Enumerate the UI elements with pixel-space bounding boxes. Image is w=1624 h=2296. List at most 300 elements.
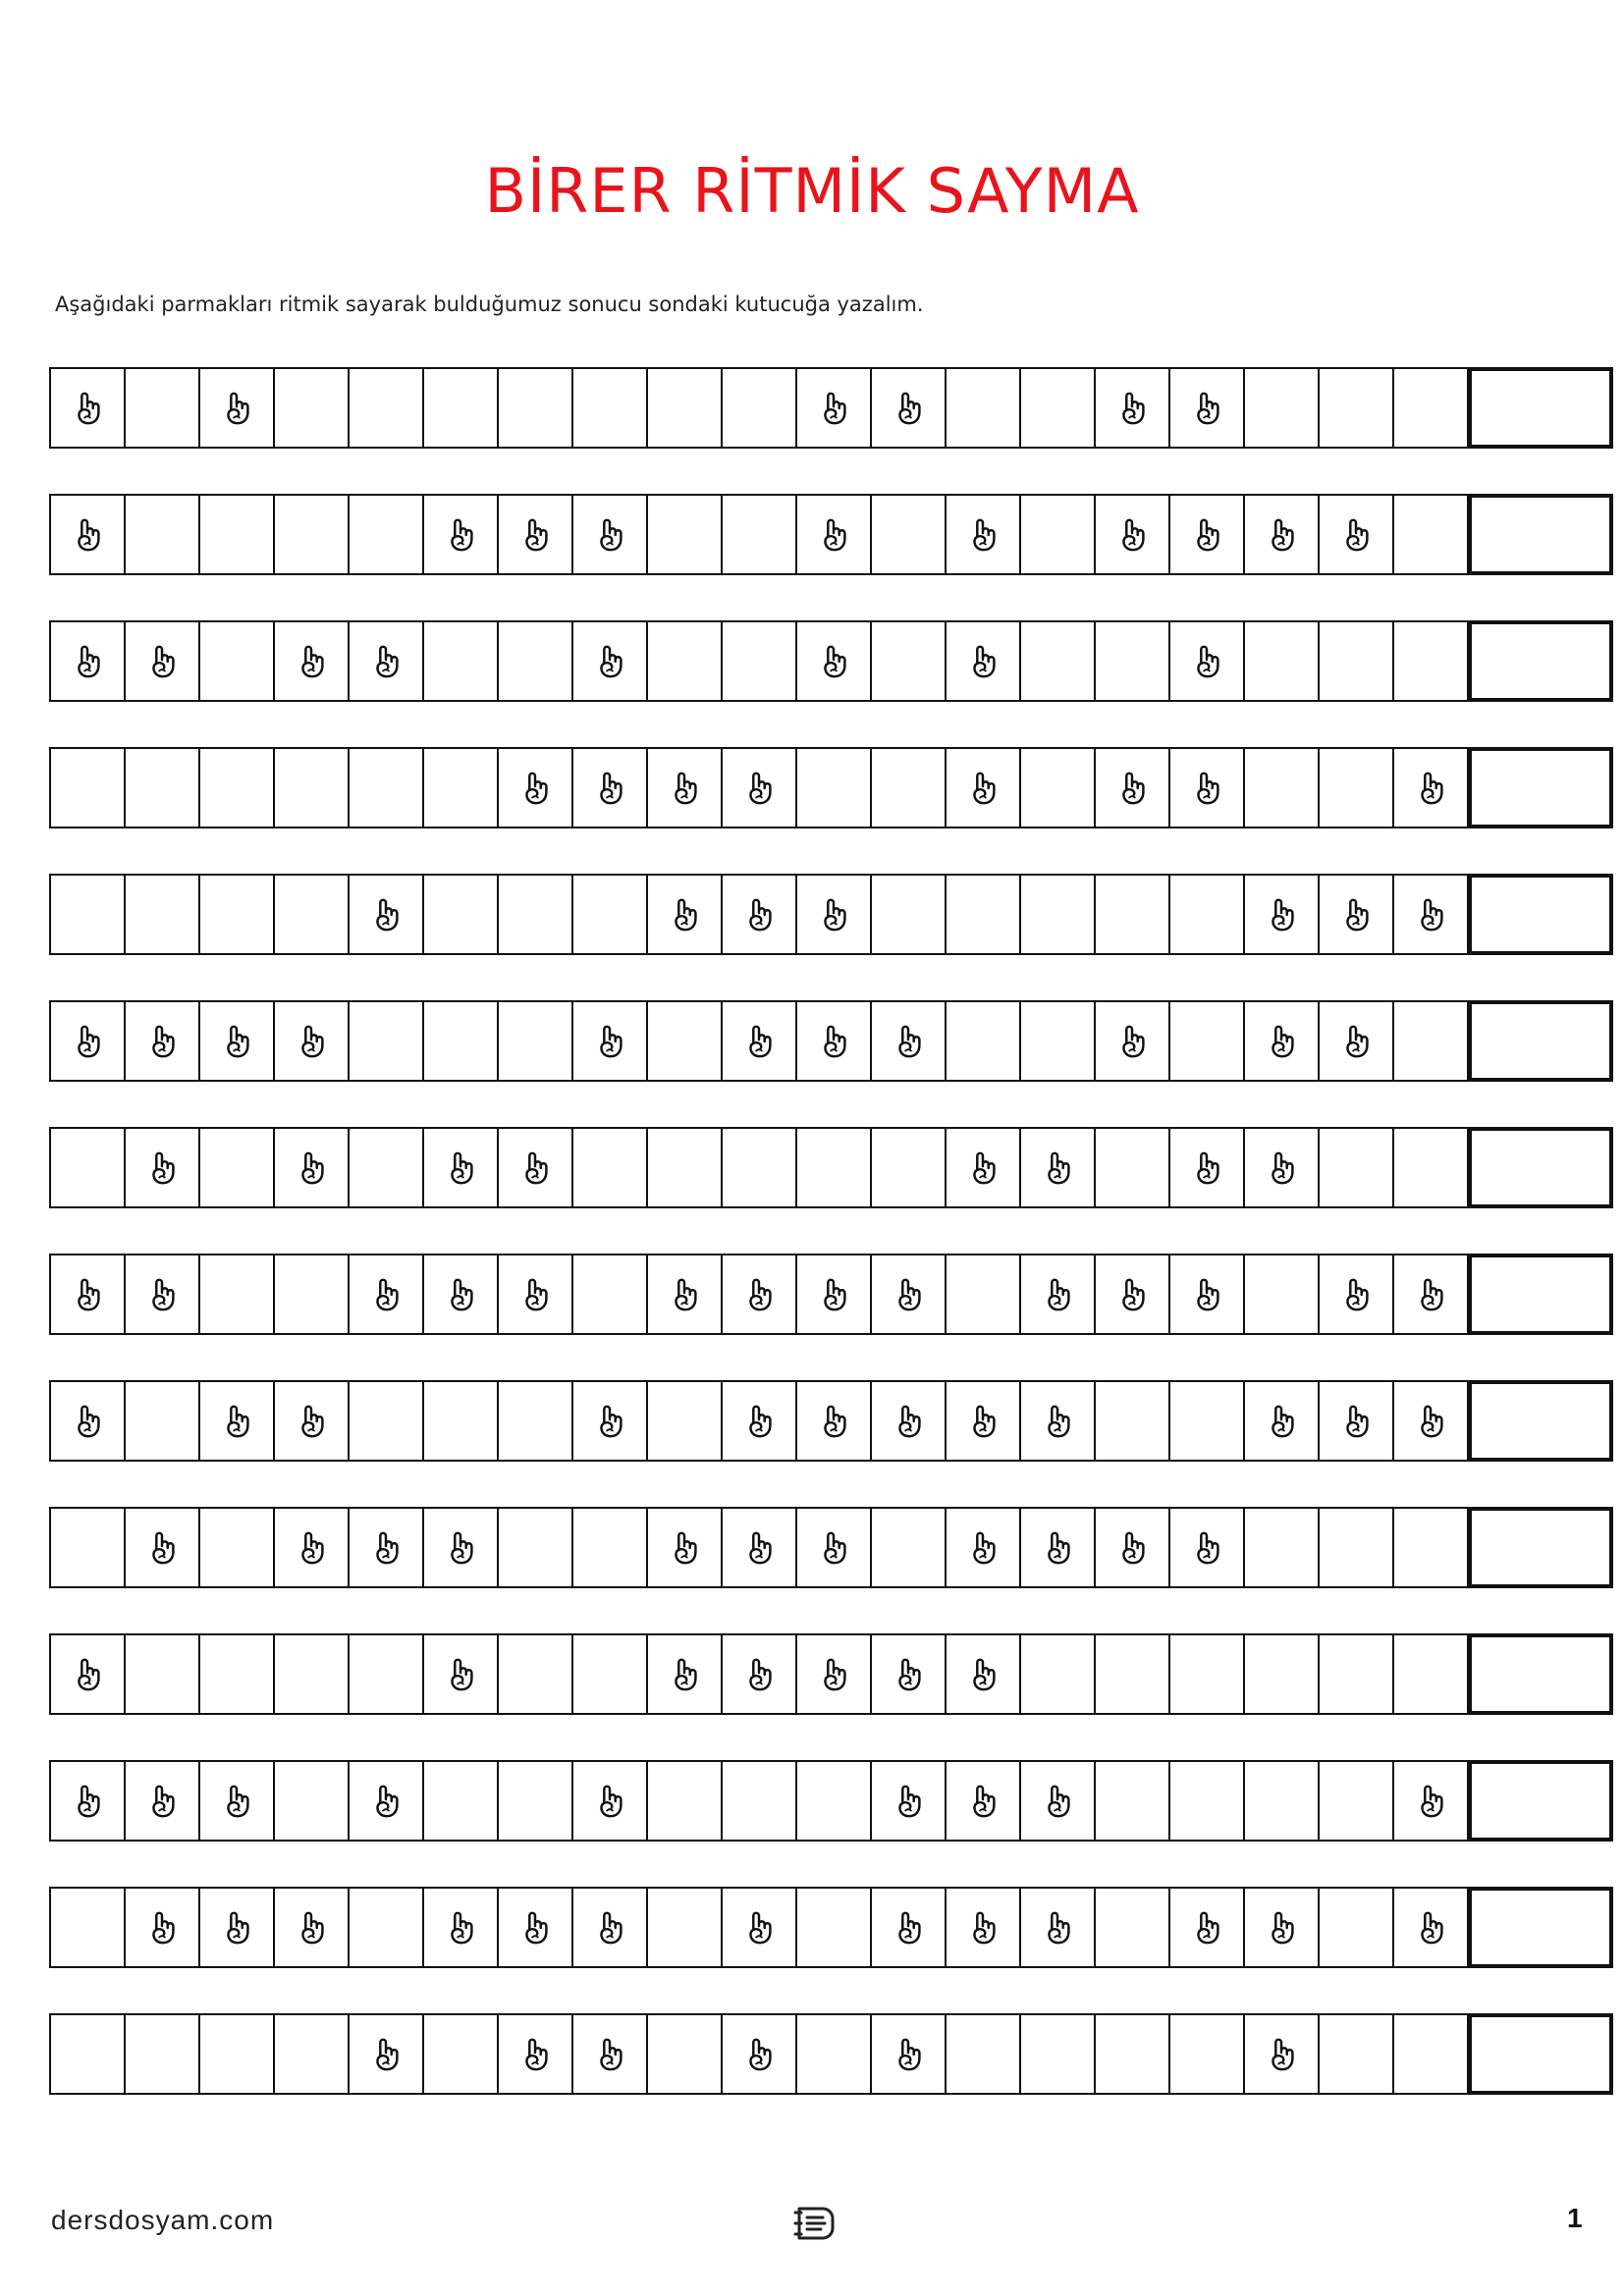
grid-cell: [870, 1887, 945, 1968]
page-number: 1: [1567, 2203, 1583, 2233]
pointing-finger-icon: [218, 1909, 255, 1947]
grid-cell: [1168, 1507, 1243, 1588]
grid-cell: [721, 2013, 795, 2095]
pointing-finger-icon: [442, 1909, 479, 1947]
grid-cell: [198, 1254, 273, 1335]
pointing-finger-icon: [293, 1529, 330, 1567]
grid-cell: [1392, 874, 1469, 955]
grid-cell: [1094, 874, 1168, 955]
grid-cell: [422, 494, 497, 575]
grid-cell: [646, 1760, 721, 1842]
counting-row: [49, 1633, 1613, 1715]
grid-cell: [49, 1000, 124, 1082]
grid-cell: [1243, 1633, 1318, 1715]
grid-cell: [721, 1254, 795, 1335]
grid-cell: [198, 2013, 273, 2095]
grid-cell: [795, 1507, 870, 1588]
grid-cell: [1168, 1887, 1243, 1968]
pointing-finger-icon: [591, 643, 628, 680]
grid-cell: [945, 874, 1019, 955]
grid-cell: [1168, 620, 1243, 702]
grid-cell: [1168, 874, 1243, 955]
grid-cell: [571, 1127, 646, 1208]
pointing-finger-icon: [890, 1023, 927, 1060]
pointing-finger-icon: [69, 1023, 106, 1060]
grid-cell: [1243, 1760, 1318, 1842]
pointing-finger-icon: [516, 2036, 554, 2073]
grid-cell: [1318, 1633, 1392, 1715]
grid-cell: [1168, 1633, 1243, 1715]
answer-box[interactable]: [1468, 367, 1613, 449]
pointing-finger-icon: [516, 1149, 554, 1187]
counting-grid: [49, 367, 1613, 2140]
grid-cell: [124, 1380, 198, 1462]
grid-cell: [348, 1507, 422, 1588]
answer-box[interactable]: [1468, 2013, 1613, 2095]
pointing-finger-icon: [143, 643, 181, 680]
grid-cell: [1019, 620, 1094, 702]
pointing-finger-icon: [1263, 1403, 1300, 1440]
grid-cell: [870, 1760, 945, 1842]
grid-cell: [348, 2013, 422, 2095]
grid-cell: [870, 1254, 945, 1335]
pointing-finger-icon: [69, 516, 106, 554]
pointing-finger-icon: [815, 516, 852, 554]
grid-cell: [571, 2013, 646, 2095]
answer-box[interactable]: [1468, 620, 1613, 702]
grid-cell: [49, 1887, 124, 1968]
grid-cell: [1019, 747, 1094, 828]
grid-cell: [1168, 1000, 1243, 1082]
grid-cell: [422, 1380, 497, 1462]
grid-cell: [198, 1380, 273, 1462]
pointing-finger-icon: [367, 1276, 405, 1313]
notebook-logo-icon: [791, 2203, 837, 2244]
grid-cell: [198, 1000, 273, 1082]
grid-cell: [646, 1127, 721, 1208]
grid-cell: [497, 1127, 571, 1208]
pointing-finger-icon: [1412, 1909, 1449, 1947]
grid-cell: [1019, 367, 1094, 449]
pointing-finger-icon: [1263, 896, 1300, 934]
grid-cell: [49, 620, 124, 702]
answer-box[interactable]: [1468, 874, 1613, 955]
pointing-finger-icon: [890, 1783, 927, 1820]
pointing-finger-icon: [591, 516, 628, 554]
grid-cell: [273, 494, 348, 575]
grid-cell: [945, 494, 1019, 575]
grid-cell: [1168, 1760, 1243, 1842]
grid-cell: [795, 494, 870, 575]
pointing-finger-icon: [815, 1656, 852, 1693]
grid-cell: [273, 2013, 348, 2095]
grid-cell: [1019, 874, 1094, 955]
pointing-finger-icon: [890, 2036, 927, 2073]
grid-cell: [1243, 874, 1318, 955]
pointing-finger-icon: [890, 390, 927, 427]
grid-cell: [1094, 1760, 1168, 1842]
grid-cell: [1243, 1380, 1318, 1462]
pointing-finger-icon: [740, 1909, 778, 1947]
grid-cell: [1019, 1000, 1094, 1082]
pointing-finger-icon: [666, 770, 703, 807]
grid-cell: [1243, 1000, 1318, 1082]
pointing-finger-icon: [143, 1023, 181, 1060]
pointing-finger-icon: [143, 1276, 181, 1313]
pointing-finger-icon: [591, 1403, 628, 1440]
grid-cell: [49, 874, 124, 955]
grid-cell: [646, 2013, 721, 2095]
grid-cell: [1168, 1254, 1243, 1335]
grid-cell: [1019, 2013, 1094, 2095]
grid-cell: [273, 1000, 348, 1082]
grid-cell: [1318, 1380, 1392, 1462]
grid-cell: [124, 1507, 198, 1588]
grid-cell: [497, 874, 571, 955]
pointing-finger-icon: [1113, 1529, 1151, 1567]
grid-cell: [721, 620, 795, 702]
grid-cell: [1318, 874, 1392, 955]
grid-cell: [348, 1254, 422, 1335]
footer-site: dersdosyam.com: [51, 2205, 275, 2235]
grid-cell: [571, 1380, 646, 1462]
grid-cell: [721, 1127, 795, 1208]
grid-cell: [1019, 1254, 1094, 1335]
grid-cell: [422, 1887, 497, 1968]
grid-cell: [124, 1254, 198, 1335]
pointing-finger-icon: [1039, 1529, 1076, 1567]
grid-cell: [49, 367, 124, 449]
grid-cell: [1094, 1887, 1168, 1968]
pointing-finger-icon: [964, 1529, 1001, 1567]
grid-cell: [273, 1380, 348, 1462]
grid-cell: [1318, 747, 1392, 828]
grid-cell: [1168, 494, 1243, 575]
pointing-finger-icon: [1263, 1023, 1300, 1060]
grid-cell: [49, 1380, 124, 1462]
grid-cell: [1168, 2013, 1243, 2095]
grid-cell: [721, 1380, 795, 1462]
pointing-finger-icon: [1113, 516, 1151, 554]
grid-cell: [1094, 2013, 1168, 2095]
grid-cell: [1392, 367, 1469, 449]
answer-box[interactable]: [1468, 1633, 1613, 1715]
grid-cell: [1243, 620, 1318, 702]
grid-cell: [124, 874, 198, 955]
grid-cell: [124, 2013, 198, 2095]
grid-cell: [49, 494, 124, 575]
grid-cell: [795, 874, 870, 955]
pointing-finger-icon: [1263, 516, 1300, 554]
pointing-finger-icon: [218, 1783, 255, 1820]
grid-cell: [422, 1254, 497, 1335]
answer-box[interactable]: [1468, 494, 1613, 575]
pointing-finger-icon: [1039, 1149, 1076, 1187]
grid-cell: [1019, 1380, 1094, 1462]
answer-box[interactable]: [1468, 1127, 1613, 1208]
answer-box[interactable]: [1468, 1507, 1613, 1588]
page-title: BİRER RİTMİK SAYMA: [484, 155, 1140, 227]
pointing-finger-icon: [1188, 643, 1225, 680]
grid-cell: [124, 494, 198, 575]
pointing-finger-icon: [740, 1529, 778, 1567]
grid-cell: [497, 1633, 571, 1715]
grid-cell: [721, 1633, 795, 1715]
grid-cell: [795, 620, 870, 702]
pointing-finger-icon: [740, 770, 778, 807]
grid-cell: [49, 747, 124, 828]
grid-cell: [795, 747, 870, 828]
grid-cell: [1243, 1127, 1318, 1208]
counting-row: [49, 1000, 1613, 1082]
pointing-finger-icon: [516, 770, 554, 807]
grid-cell: [422, 747, 497, 828]
pointing-finger-icon: [1039, 1783, 1076, 1820]
grid-cell: [198, 367, 273, 449]
grid-cell: [198, 1633, 273, 1715]
grid-cell: [497, 494, 571, 575]
pointing-finger-icon: [218, 390, 255, 427]
counting-row: [49, 1760, 1613, 1842]
grid-cell: [273, 1127, 348, 1208]
grid-cell: [1392, 1127, 1469, 1208]
pointing-finger-icon: [1337, 1023, 1375, 1060]
grid-cell: [795, 2013, 870, 2095]
grid-cell: [870, 874, 945, 955]
grid-cell: [1094, 1254, 1168, 1335]
pointing-finger-icon: [367, 1783, 405, 1820]
pointing-finger-icon: [1188, 516, 1225, 554]
pointing-finger-icon: [293, 643, 330, 680]
answer-box[interactable]: [1468, 1254, 1613, 1335]
grid-cell: [646, 874, 721, 955]
grid-cell: [198, 494, 273, 575]
grid-cell: [571, 494, 646, 575]
grid-cell: [870, 1380, 945, 1462]
grid-cell: [646, 620, 721, 702]
pointing-finger-icon: [367, 1529, 405, 1567]
grid-cell: [348, 1380, 422, 1462]
pointing-finger-icon: [293, 1909, 330, 1947]
grid-cell: [1243, 1887, 1318, 1968]
grid-cell: [795, 1760, 870, 1842]
grid-cell: [124, 1633, 198, 1715]
grid-cell: [422, 367, 497, 449]
grid-cell: [422, 2013, 497, 2095]
pointing-finger-icon: [143, 1529, 181, 1567]
pointing-finger-icon: [1113, 1276, 1151, 1313]
grid-cell: [870, 747, 945, 828]
pointing-finger-icon: [1337, 516, 1375, 554]
answer-box[interactable]: [1468, 1380, 1613, 1462]
grid-cell: [1392, 1000, 1469, 1082]
counting-row: [49, 494, 1613, 575]
grid-cell: [945, 2013, 1019, 2095]
answer-box[interactable]: [1468, 747, 1613, 828]
grid-cell: [273, 620, 348, 702]
grid-cell: [348, 1760, 422, 1842]
grid-cell: [646, 1254, 721, 1335]
pointing-finger-icon: [1113, 1023, 1151, 1060]
pointing-finger-icon: [218, 1023, 255, 1060]
grid-cell: [1318, 1254, 1392, 1335]
grid-cell: [1318, 1507, 1392, 1588]
pointing-finger-icon: [591, 1023, 628, 1060]
grid-cell: [497, 1887, 571, 1968]
pointing-finger-icon: [964, 1656, 1001, 1693]
pointing-finger-icon: [442, 1149, 479, 1187]
grid-cell: [945, 1000, 1019, 1082]
grid-cell: [795, 1380, 870, 1462]
grid-cell: [422, 1000, 497, 1082]
grid-cell: [1094, 1000, 1168, 1082]
grid-cell: [571, 874, 646, 955]
grid-cell: [1094, 1633, 1168, 1715]
grid-cell: [1019, 1760, 1094, 1842]
grid-cell: [49, 1127, 124, 1208]
pointing-finger-icon: [143, 1149, 181, 1187]
grid-cell: [795, 367, 870, 449]
pointing-finger-icon: [69, 1783, 106, 1820]
grid-cell: [124, 367, 198, 449]
pointing-finger-icon: [1188, 390, 1225, 427]
pointing-finger-icon: [815, 896, 852, 934]
pointing-finger-icon: [964, 1149, 1001, 1187]
grid-cell: [422, 1507, 497, 1588]
grid-cell: [1243, 367, 1318, 449]
grid-cell: [945, 1127, 1019, 1208]
pointing-finger-icon: [815, 1529, 852, 1567]
grid-cell: [646, 1887, 721, 1968]
pointing-finger-icon: [1412, 1403, 1449, 1440]
pointing-finger-icon: [442, 1276, 479, 1313]
grid-cell: [49, 1760, 124, 1842]
grid-cell: [124, 747, 198, 828]
grid-cell: [646, 1000, 721, 1082]
pointing-finger-icon: [740, 1656, 778, 1693]
grid-cell: [497, 2013, 571, 2095]
grid-cell: [497, 747, 571, 828]
pointing-finger-icon: [516, 1276, 554, 1313]
pointing-finger-icon: [964, 1783, 1001, 1820]
pointing-finger-icon: [367, 2036, 405, 2073]
grid-cell: [795, 1254, 870, 1335]
grid-cell: [49, 1633, 124, 1715]
grid-cell: [1019, 494, 1094, 575]
grid-cell: [1094, 1380, 1168, 1462]
counting-row: [49, 874, 1613, 955]
grid-cell: [422, 1760, 497, 1842]
grid-cell: [571, 1254, 646, 1335]
pointing-finger-icon: [964, 1909, 1001, 1947]
answer-box[interactable]: [1468, 1760, 1613, 1842]
grid-cell: [273, 1507, 348, 1588]
pointing-finger-icon: [591, 770, 628, 807]
pointing-finger-icon: [1188, 1276, 1225, 1313]
grid-cell: [1318, 1760, 1392, 1842]
grid-cell: [870, 1127, 945, 1208]
pointing-finger-icon: [1412, 1276, 1449, 1313]
pointing-finger-icon: [666, 1276, 703, 1313]
pointing-finger-icon: [890, 1276, 927, 1313]
grid-cell: [273, 367, 348, 449]
grid-cell: [1243, 2013, 1318, 2095]
pointing-finger-icon: [1263, 1149, 1300, 1187]
pointing-finger-icon: [666, 1529, 703, 1567]
pointing-finger-icon: [591, 1909, 628, 1947]
pointing-finger-icon: [1188, 1909, 1225, 1947]
grid-cell: [721, 1887, 795, 1968]
grid-cell: [124, 1000, 198, 1082]
grid-cell: [124, 1760, 198, 1842]
grid-cell: [870, 494, 945, 575]
grid-cell: [348, 747, 422, 828]
pointing-finger-icon: [740, 2036, 778, 2073]
grid-cell: [1318, 1000, 1392, 1082]
grid-cell: [1168, 1380, 1243, 1462]
grid-cell: [571, 1507, 646, 1588]
grid-cell: [646, 1507, 721, 1588]
pointing-finger-icon: [69, 1656, 106, 1693]
pointing-finger-icon: [1412, 770, 1449, 807]
pointing-finger-icon: [69, 1403, 106, 1440]
grid-cell: [1318, 1887, 1392, 1968]
grid-cell: [273, 1887, 348, 1968]
grid-cell: [1168, 747, 1243, 828]
pointing-finger-icon: [815, 643, 852, 680]
answer-box[interactable]: [1468, 1000, 1613, 1082]
grid-cell: [795, 1887, 870, 1968]
pointing-finger-icon: [815, 1403, 852, 1440]
grid-cell: [571, 367, 646, 449]
grid-cell: [1243, 1507, 1318, 1588]
pointing-finger-icon: [1263, 1909, 1300, 1947]
grid-cell: [1392, 1380, 1469, 1462]
counting-row: [49, 1887, 1613, 1968]
grid-cell: [198, 1887, 273, 1968]
pointing-finger-icon: [143, 1909, 181, 1947]
pointing-finger-icon: [293, 1149, 330, 1187]
grid-cell: [198, 1507, 273, 1588]
grid-cell: [497, 1254, 571, 1335]
pointing-finger-icon: [69, 1276, 106, 1313]
grid-cell: [1318, 620, 1392, 702]
pointing-finger-icon: [1188, 1529, 1225, 1567]
pointing-finger-icon: [1113, 390, 1151, 427]
pointing-finger-icon: [890, 1909, 927, 1947]
grid-cell: [1094, 747, 1168, 828]
counting-row: [49, 1380, 1613, 1462]
grid-cell: [945, 1254, 1019, 1335]
pointing-finger-icon: [1412, 1783, 1449, 1820]
grid-cell: [646, 747, 721, 828]
grid-cell: [721, 1507, 795, 1588]
grid-cell: [49, 2013, 124, 2095]
pointing-finger-icon: [442, 516, 479, 554]
pointing-finger-icon: [740, 1403, 778, 1440]
grid-cell: [497, 620, 571, 702]
grid-cell: [1243, 747, 1318, 828]
pointing-finger-icon: [293, 1023, 330, 1060]
grid-cell: [721, 367, 795, 449]
pointing-finger-icon: [1188, 1149, 1225, 1187]
grid-cell: [49, 1254, 124, 1335]
grid-cell: [1019, 1887, 1094, 1968]
grid-cell: [1243, 1254, 1318, 1335]
answer-box[interactable]: [1468, 1887, 1613, 1968]
grid-cell: [1392, 747, 1469, 828]
grid-cell: [1318, 367, 1392, 449]
